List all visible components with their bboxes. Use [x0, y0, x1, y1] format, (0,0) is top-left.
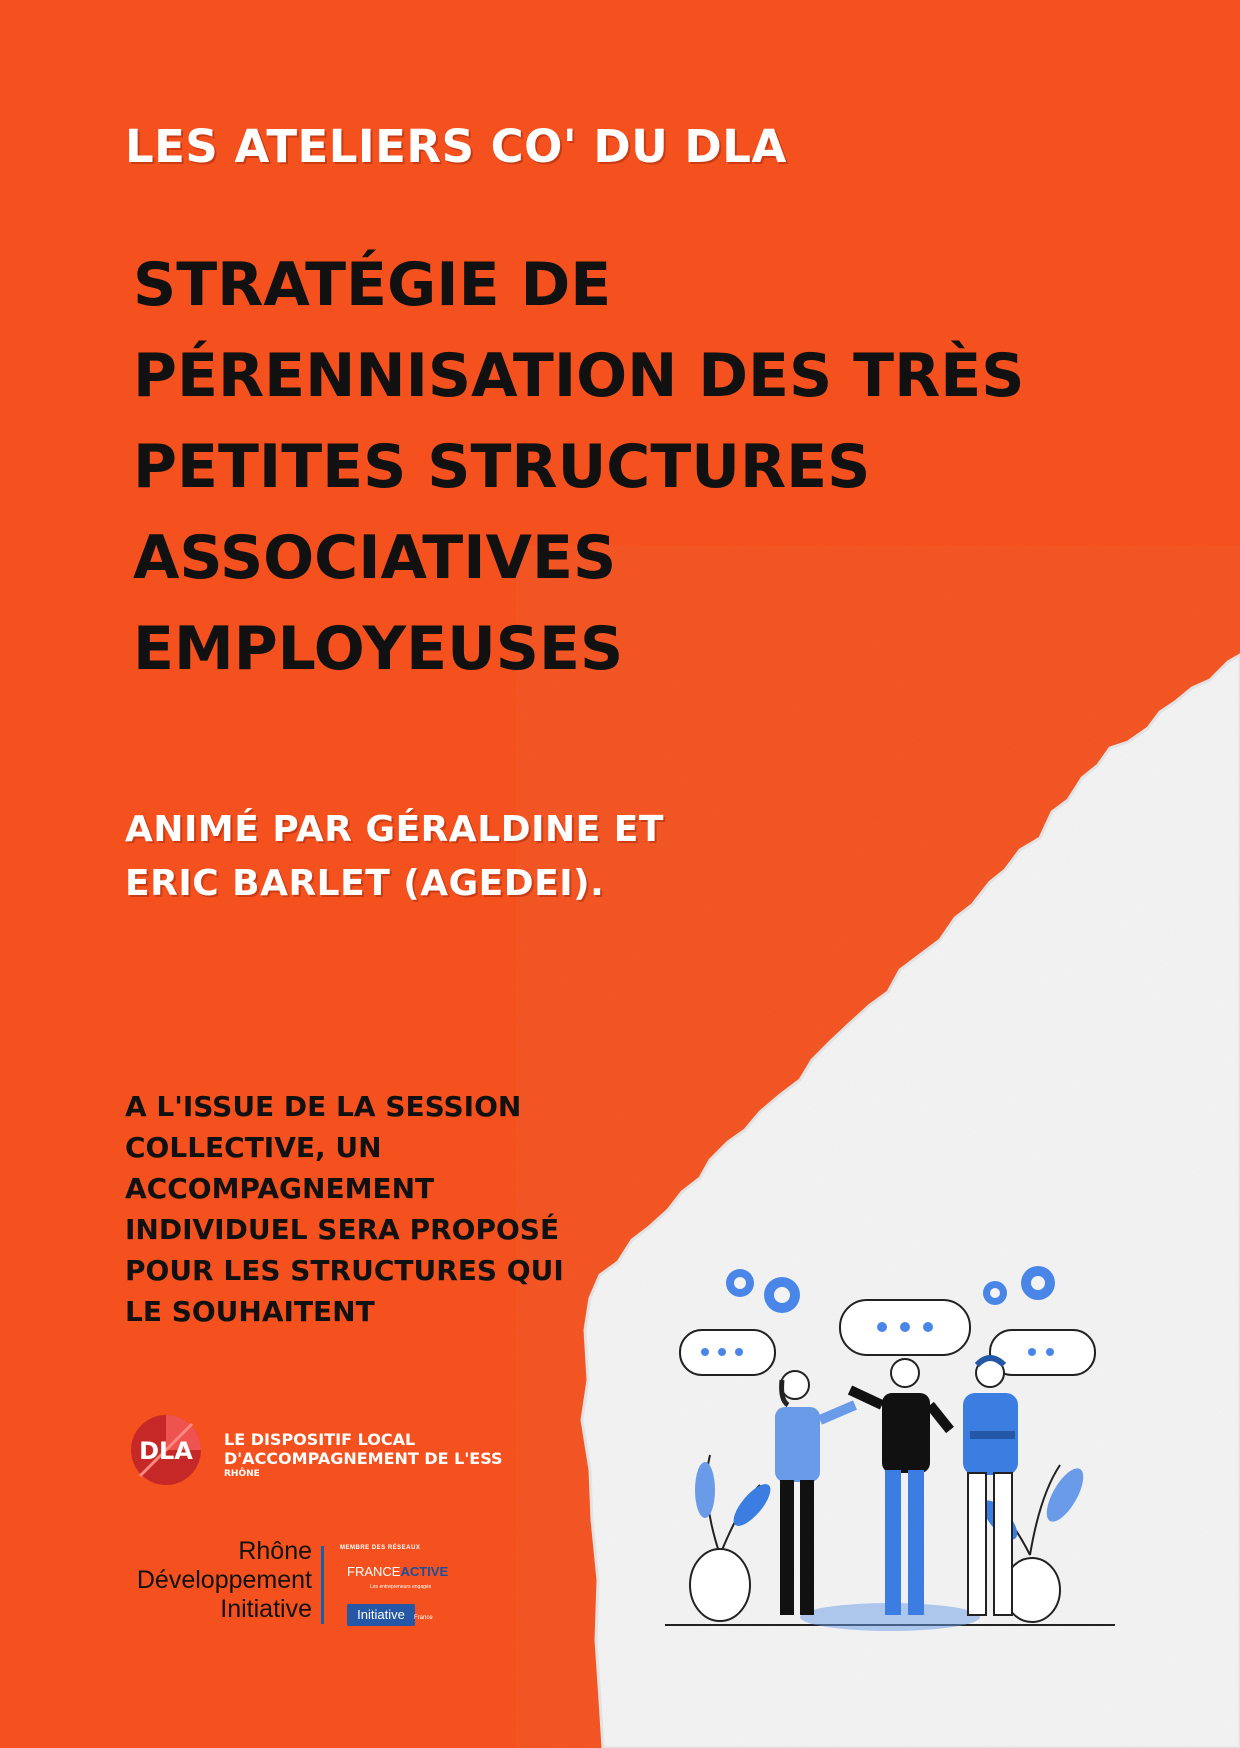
dla-line-2: D'ACCOMPAGNEMENT DE L'ESS — [224, 1449, 503, 1468]
rdi-logo — [135, 1537, 312, 1624]
animator-line: ERIC BARLET (AGEDEI). — [125, 863, 605, 904]
main-title-line: PÉRENNISATION DES TRÈS — [133, 341, 1025, 411]
france-active-tagline: Les entrepreneurs engagés — [370, 1584, 432, 1590]
session-note — [125, 1086, 564, 1332]
note-line: ACCOMPAGNEMENT — [125, 1172, 435, 1205]
main-title — [133, 240, 1093, 695]
note-line: LE SOUHAITENT — [125, 1295, 375, 1328]
rdi-line: Initiative — [220, 1595, 312, 1623]
dla-line-1: LE DISPOSITIF LOCAL — [224, 1430, 416, 1449]
members-label: MEMBRE DES RÉSEAUX — [340, 1545, 421, 1551]
animator-credit — [125, 803, 664, 911]
initiative-france-logo: Initiative — [347, 1604, 415, 1626]
france-active-logo — [347, 1564, 448, 1579]
initiative-france-sub: France — [414, 1615, 433, 1621]
person-icon — [850, 1359, 950, 1615]
animator-line: ANIMÉ PAR GÉRALDINE ET — [125, 809, 664, 850]
logo-separator — [321, 1546, 324, 1624]
france-active-word-2: ACTIVE — [400, 1564, 449, 1579]
dla-line-3: RHÔNE — [224, 1469, 260, 1479]
main-title-line: ASSOCIATIVES — [133, 523, 617, 593]
main-title-line: STRATÉGIE DE — [133, 250, 612, 320]
dla-text — [224, 1430, 503, 1480]
rdi-line: Rhône — [238, 1537, 312, 1565]
person-icon — [775, 1371, 855, 1615]
main-title-line: PETITES STRUCTURES — [133, 432, 871, 502]
series-title: LES ATELIERS CO' DU DLA — [125, 120, 787, 173]
note-line: A L'ISSUE DE LA SESSION — [125, 1090, 522, 1123]
people-discussion-illustration — [660, 1255, 1120, 1635]
note-line: INDIVIDUEL SERA PROPOSÉ — [125, 1213, 560, 1246]
person-icon — [963, 1358, 1018, 1615]
rdi-line: Développement — [136, 1566, 312, 1594]
main-title-line: EMPLOYEUSES — [133, 614, 624, 684]
note-line: POUR LES STRUCTURES QUI — [125, 1254, 564, 1287]
dla-badge-text: DLA — [139, 1437, 193, 1465]
note-line: COLLECTIVE, UN — [125, 1131, 382, 1164]
speech-bubble-icon — [680, 1300, 1095, 1375]
france-active-word-1: FRANCE — [347, 1564, 401, 1579]
dla-logo — [130, 1414, 202, 1486]
